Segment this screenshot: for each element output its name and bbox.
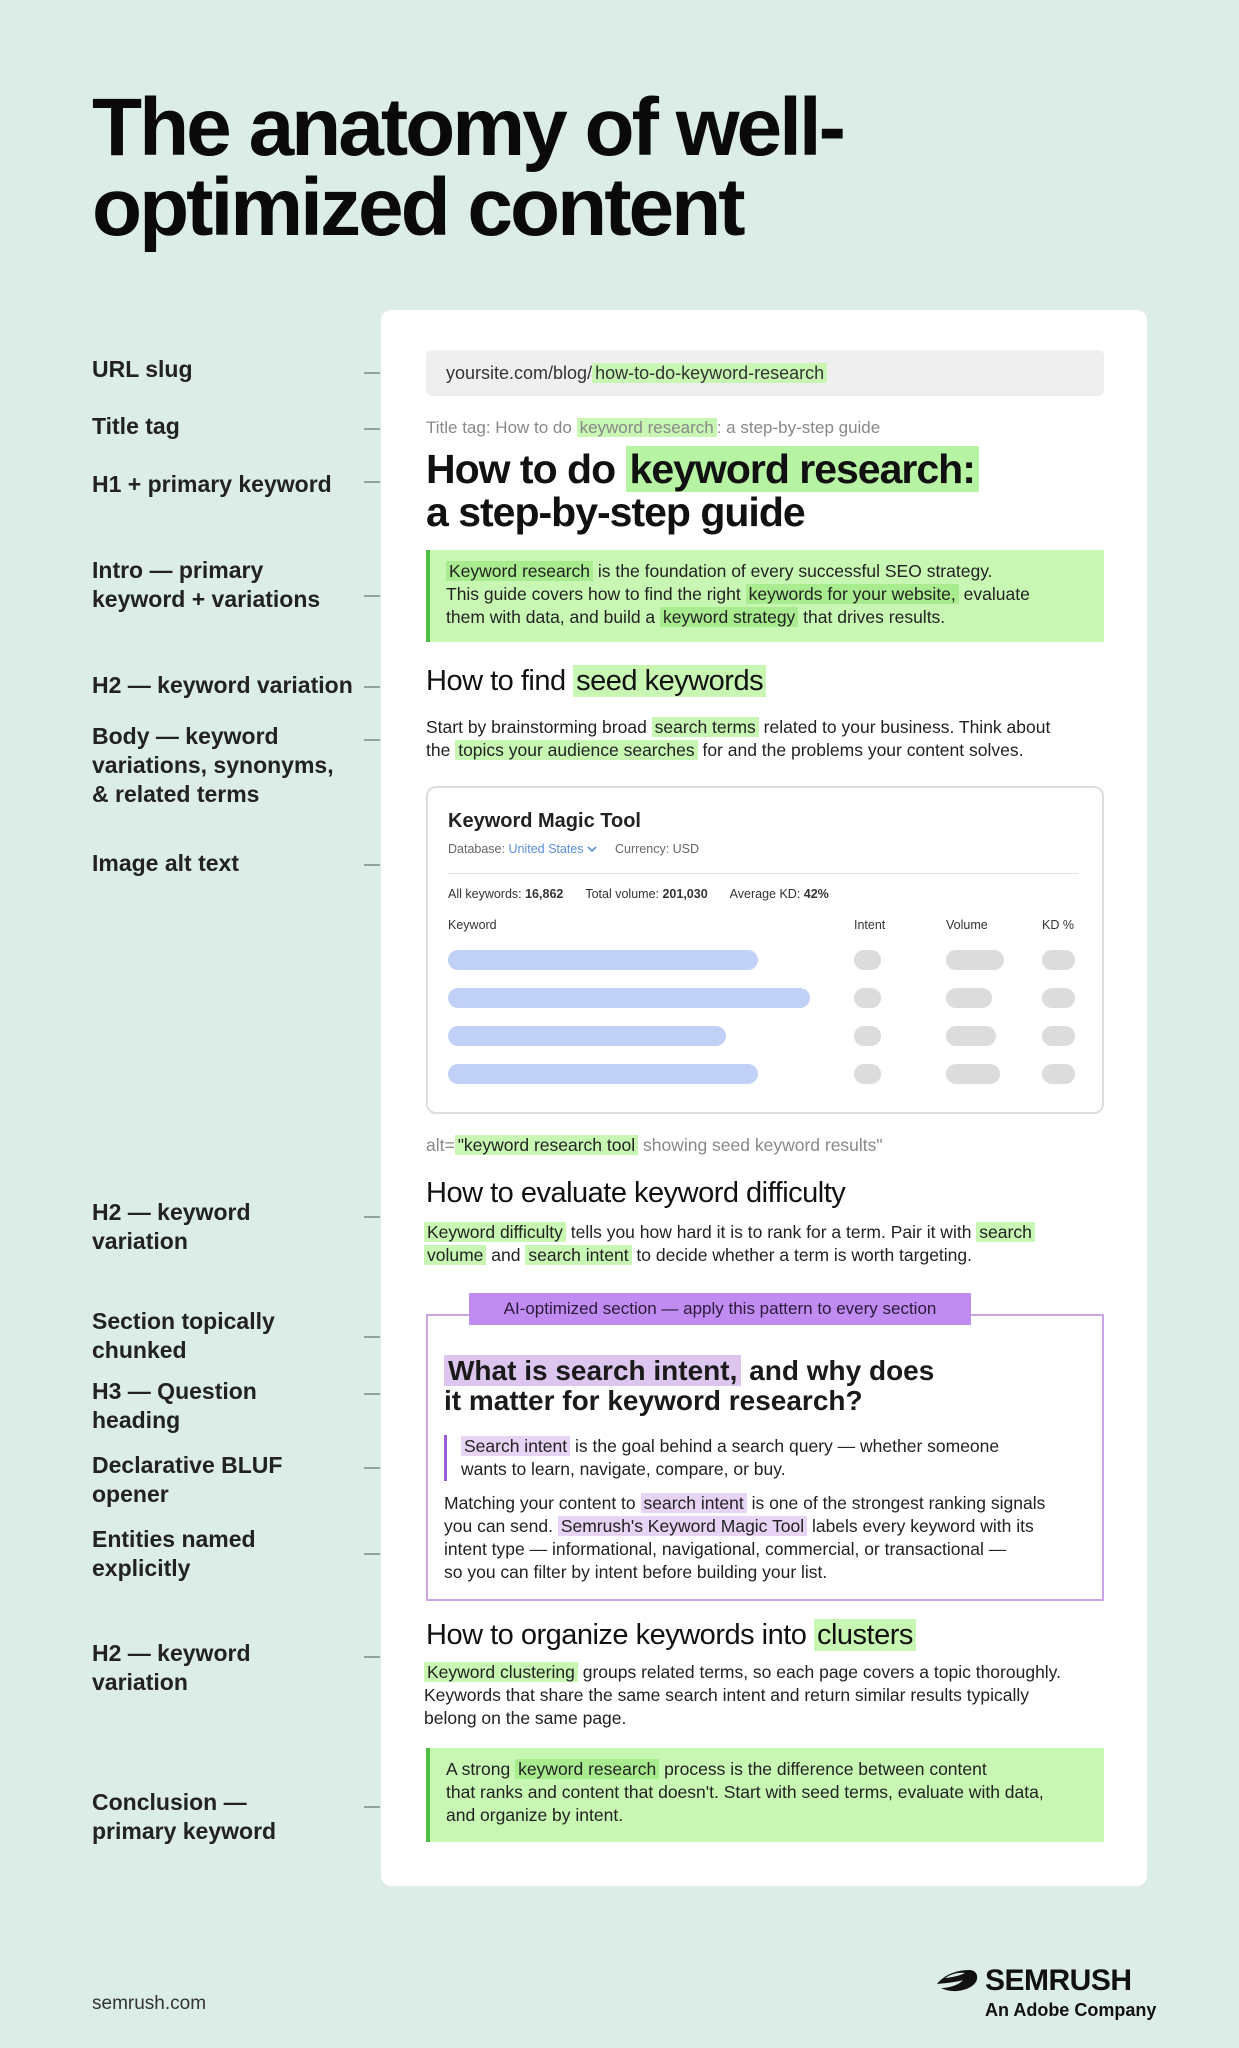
volume-pill <box>946 1064 1000 1084</box>
annotation-connector <box>364 1553 380 1555</box>
h3-question-heading: What is search intent, and why does it matter for keyword research? <box>444 1355 935 1416</box>
conclusion-paragraph: A strong keyword research process is the difference between content that ranks and content that doesn't. Start with seed terms, evaluate with data, and organize by intent. <box>426 1748 1104 1842</box>
col-volume: Volume <box>946 918 988 932</box>
annotation-connector <box>364 1467 380 1469</box>
volume-pill <box>946 1026 996 1046</box>
intent-pill <box>854 950 881 970</box>
keyword-bar <box>448 1064 758 1084</box>
difficulty-body: Keyword difficulty tells you how hard it is to rank for a term. Pair it with search volume and search intent to decide whether a term is worth targeting. <box>424 1221 1124 1267</box>
url-base: yoursite.com/blog/ <box>446 363 593 383</box>
intent-pill <box>854 1064 881 1084</box>
annotation-bluf: Declarative BLUF opener <box>92 1452 283 1507</box>
page-title-line-2: optimized content <box>92 162 743 253</box>
entities-paragraph: Matching your content to search intent is one of the strongest ranking signals you can send. Semrush's Keyword Magic Tool labels every keyword with its intent type — informational, navigational, commercial, or transactional — so you can filter by intent before building your list. <box>444 1493 1046 1582</box>
volume-pill <box>946 950 1004 970</box>
annotation-intro: Intro — primary keyword + variations <box>92 557 321 612</box>
annotation-connector <box>364 686 380 688</box>
annotation-connector <box>364 1656 380 1658</box>
bluf-opener: Search intent is the goal behind a search query — whether someone wants to learn, navigate, compare, or buy. <box>444 1435 1061 1481</box>
annotation-connector <box>364 864 380 866</box>
annotation-body: Body — keyword variations, synonyms, & related terms <box>92 723 334 807</box>
semrush-flame-icon <box>935 1966 979 1996</box>
seed-body: Start by brainstorming broad search terms related to your business. Think about the topics your audience searches for and the problems your content solves. <box>426 717 1051 760</box>
kd-pill <box>1042 950 1075 970</box>
kd-pill <box>1042 1064 1075 1084</box>
annotation-title-tag: Title tag <box>92 413 180 439</box>
tool-meta: Database: United States Currency: USD <box>448 842 700 856</box>
chevron-down-icon <box>587 846 597 853</box>
volume-pill <box>946 988 992 1008</box>
intent-pill <box>854 988 881 1008</box>
annotation-image-alt: Image alt text <box>92 850 239 876</box>
url-bar[interactable] <box>426 350 1104 396</box>
annotation-connector <box>364 428 380 430</box>
h2-keyword-difficulty: How to evaluate keyword difficulty <box>426 1177 846 1209</box>
annotation-connector <box>364 1393 380 1395</box>
keyword-bar <box>448 1026 726 1046</box>
ai-optimized-badge: AI-optimized section — apply this pattern to every section <box>469 1293 971 1325</box>
annotation-section-chunked: Section topically chunked <box>92 1308 275 1363</box>
divider <box>448 873 1078 874</box>
annotation-h3: H3 — Question heading <box>92 1378 257 1433</box>
brand-name: SEMRUSH <box>985 1964 1132 1997</box>
kd-pill <box>1042 1026 1075 1046</box>
annotation-entities: Entities named explicitly <box>92 1526 256 1581</box>
annotation-connector <box>364 739 380 741</box>
annotation-connector <box>364 1336 380 1338</box>
database-select[interactable]: United States <box>508 842 597 856</box>
annotation-h1: H1 + primary keyword <box>92 471 332 497</box>
col-keyword: Keyword <box>448 918 497 932</box>
annotation-h2-difficulty: H2 — keyword variation <box>92 1199 251 1254</box>
h2-clusters: How to organize keywords into clusters <box>426 1618 916 1652</box>
col-kd: KD % <box>1042 918 1074 932</box>
page-title-line-1: The anatomy of well- <box>92 82 843 173</box>
page-title <box>92 82 992 253</box>
footer-site-link[interactable]: semrush.com <box>92 1993 207 2014</box>
tool-title: Keyword Magic Tool <box>448 810 641 832</box>
annotation-h2-seed: H2 — keyword variation <box>92 672 353 698</box>
tool-stats: All keywords: 16,862 Total volume: 201,030 Average KD: 42% <box>448 887 829 901</box>
annotation-url-slug: URL slug <box>92 356 193 382</box>
intro-paragraph: Keyword research is the foundation of every successful SEO strategy. This guide covers how to find the right keywords for your website, evaluate them with data, and build a keyword strategy that drives results. <box>426 550 1104 642</box>
brand-tagline: An Adobe Company <box>985 2000 1157 2020</box>
intent-pill <box>854 1026 881 1046</box>
article-card <box>381 310 1147 1886</box>
keyword-bar <box>448 950 758 970</box>
image-alt-text: alt= "keyword research tool showing seed keyword results" <box>426 1135 883 1155</box>
h1-keyword: keyword research: <box>626 446 979 492</box>
clusters-body: Keyword clustering groups related terms, so each page covers a topic thoroughly. Keywords that share the same search intent and return similar results typically belong on the same page. <box>424 1662 1061 1728</box>
annotation-connector <box>364 372 380 374</box>
annotation-connector <box>364 1806 380 1808</box>
annotation-h2-clusters: H2 — keyword variation <box>92 1640 251 1695</box>
annotation-connector <box>364 481 380 483</box>
article-h1: How to do keyword research: a step-by-step guide <box>426 448 1116 534</box>
annotation-connector <box>364 1216 380 1218</box>
kd-pill <box>1042 988 1075 1008</box>
url-slug: how-to-do-keyword-research <box>592 363 827 383</box>
title-tag: Title tag: How to do keyword research : a step-by-step guide <box>426 418 881 437</box>
keyword-bar <box>448 988 810 1008</box>
col-intent: Intent <box>854 918 886 932</box>
h2-seed-keywords: How to find seed keywords <box>426 664 766 698</box>
annotation-connector <box>364 595 380 597</box>
keyword-magic-tool-image <box>426 786 1104 1114</box>
annotation-conclusion: Conclusion — primary keyword <box>92 1789 277 1844</box>
